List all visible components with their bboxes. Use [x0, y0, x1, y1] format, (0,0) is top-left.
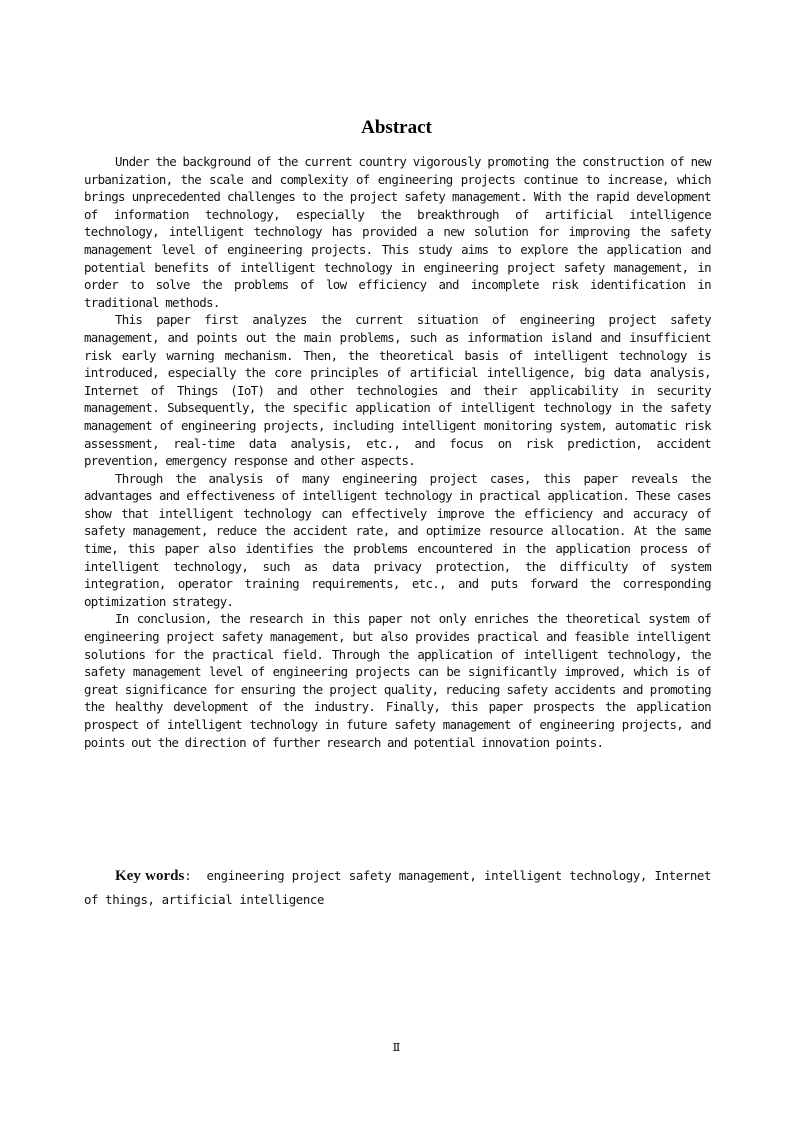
- abstract-paragraph-2: This paper first analyzes the current situation of engineering project safety management, and points out the main problems, such as information island and insufficient risk early warning mechanism. Then, the theoretical basis of intelligent technology is introduced, especially the core principles of artificial intelligence, big data analysis, Internet of Things (IoT) and other technologies and their applicability in security management. Subsequently, the specific application of intelligent technology in the safety management of engineering projects, including intelligent monitoring system, automatic risk assessment, real-time data analysis, etc., and focus on risk prediction, accident prevention, emergency response and other aspects.: [84, 312, 711, 469]
- keywords-list: engineering project safety management, intelligent technology, Internet of things, artificial intelligence: [84, 868, 712, 907]
- abstract-paragraph-1: Under the background of the current country vigorously promoting the construction of new urbanization, the scale and complexity of engineering projects continue to increase, which brings unprecedented challenges to the project safety management. With the rapid development of information technology, especially the breakthrough of artificial intelligence technology, intelligent technology has provided a new solution for improving the safety management level of engineering projects. This study aims to explore the application and potential benefits of intelligent technology in engineering project safety management, in order to solve the problems of low efficiency and incomplete risk identification in traditional methods.: [84, 154, 711, 310]
- abstract-paragraph-3: Through the analysis of many engineering project cases, this paper reveals the advantages and effectiveness of intelligent technology in practical application. These cases show that intelligent technology can effectively improve the efficiency and accuracy of safety management, reduce the accident rate, and optimize resource allocation. At the same time, this paper also identifies the problems encountered in the application process of intelligent technology, such as data privacy protection, the difficulty of system integration, operator training requirements, etc., and puts forward the corresponding optimization strategy.: [84, 470, 711, 609]
- page-title: Abstract: [361, 117, 432, 138]
- keywords-separator: :: [184, 868, 192, 883]
- page-number: Ⅱ: [392, 1042, 401, 1054]
- abstract-body: [84, 153, 711, 751]
- keywords-label: Key words: [115, 868, 185, 884]
- keywords-line: [84, 864, 711, 911]
- abstract-paragraph-4: In conclusion, the research in this paper not only enriches the theoretical system of engineering project safety management, but also provides practical and feasible intelligent solutions for the practical field. Through the application of intelligent technology, the safety management level of engineering projects can be significantly improved, which is of great significance for ensuring the project quality, reducing safety accidents and promoting the healthy development of the industry. Finally, this paper prospects the application prospect of intelligent technology in future safety management of engineering projects, and points out the direction of further research and potential innovation points.: [84, 611, 711, 750]
